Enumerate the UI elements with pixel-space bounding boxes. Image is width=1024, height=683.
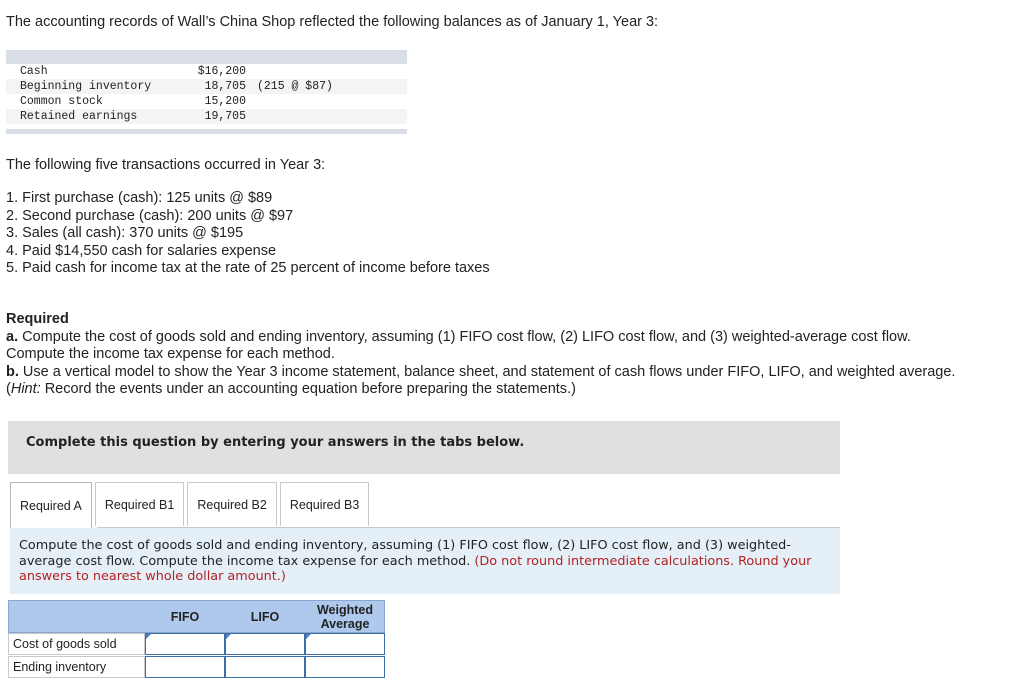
list-item: 3. Sales (all cash): 370 units @ $195 [6,225,244,241]
required-heading: Required [6,311,69,327]
required-a-text: Compute the cost of goods sold and ending inventory, assuming (1) FIFO cost flow, (2) LIFO cost flow, and (3) weighted-average cost flow. Compute the income tax expense for each method. [6,328,911,362]
panel-instruction: Compute the cost of goods sold and ending inventory, assuming (1) FIFO cost flow, (2) LIFO cost flow, and (3) weighted-average cost flow. Compute the income tax expense for each method. [19,538,791,569]
transactions-list [6,190,490,278]
cell-marker-icon [306,634,311,639]
tab-bar [10,482,372,528]
required-b [6,364,966,399]
list-item: 4. Paid $14,550 cash for salaries expense [6,242,277,259]
balance-note: (215 @ $87) [257,80,333,93]
column-header-lifo: LIFO [250,609,280,624]
row-label-cogs: Cost of goods sold [8,633,145,655]
cogs-lifo-cell [225,633,305,655]
cogs-fifo-cell [145,633,225,655]
column-header-weighted-average: Weighted Average [316,602,374,631]
cell-marker-icon [226,634,231,639]
balance-amount: 15,200 [204,95,246,108]
cogs-lifo-input[interactable] [226,634,304,654]
table-top-band [6,50,407,64]
required-section [6,311,966,399]
required-a-label: a. [6,328,19,345]
balance-amount: $16,200 [197,65,246,78]
inventory-weighted-cell [305,656,385,678]
balance-label: Beginning inventory [20,80,152,93]
inventory-lifo-cell [225,656,305,678]
balance-row-common-stock [6,94,407,109]
row-label-ending-inventory: Ending inventory [8,656,145,678]
table-bottom-band [6,129,407,134]
panel-note: (Do not round intermediate calculations. Round your answers to nearest whole dollar amount.) [19,553,812,584]
tab-required-b2[interactable]: Required B2 [187,482,277,526]
inventory-fifo-input[interactable] [146,657,224,677]
question-panel [10,528,840,594]
answer-table [8,600,385,679]
balance-row-retained-earnings [6,109,407,124]
inventory-fifo-cell [145,656,225,678]
balances-table [6,50,407,134]
required-b-text-2: Record the events under an accounting equation before preparing the statements.) [40,381,576,397]
intro-text: The accounting records of Wall’s China Shop reflected the following balances as of January 1, Year 3: [6,14,659,30]
column-header-fifo: FIFO [170,609,200,624]
balance-row-cash [6,64,407,79]
list-item: 2. Second purchase (cash): 200 units @ $97 [6,207,294,224]
balance-amount: 18,705 [204,80,246,93]
balance-label: Cash [20,65,48,78]
balance-row-inventory [6,79,407,94]
required-b-hint: Hint: [10,381,41,397]
inventory-lifo-input[interactable] [226,657,304,677]
required-b-label: b. [6,363,19,380]
cogs-fifo-input[interactable] [146,634,224,654]
balance-amount: 19,705 [204,110,246,123]
required-b-text-1: Use a vertical model to show the Year 3 income statement, balance sheet, and statement of cash flows under FIFO, LIFO, and weighted average. ( [6,363,956,397]
list-item: 1. First purchase (cash): 125 units @ $89 [6,190,273,206]
transactions-intro: The following five transactions occurred in Year 3: [6,157,326,173]
instruction-banner: Complete this question by entering your answers in the tabs below. [8,421,840,474]
balance-label: Retained earnings [20,110,138,123]
cogs-weighted-input[interactable] [306,634,384,654]
tab-required-a[interactable]: Required A [10,482,92,528]
inventory-weighted-input[interactable] [306,657,384,677]
list-item: 5. Paid cash for income tax at the rate of 25 percent of income before taxes [6,260,490,276]
tab-required-b3[interactable]: Required B3 [280,482,370,526]
cogs-weighted-cell [305,633,385,655]
cell-marker-icon [146,634,151,639]
balance-label: Common stock [20,95,103,108]
required-a [6,329,966,364]
tab-required-b1[interactable]: Required B1 [95,482,185,526]
